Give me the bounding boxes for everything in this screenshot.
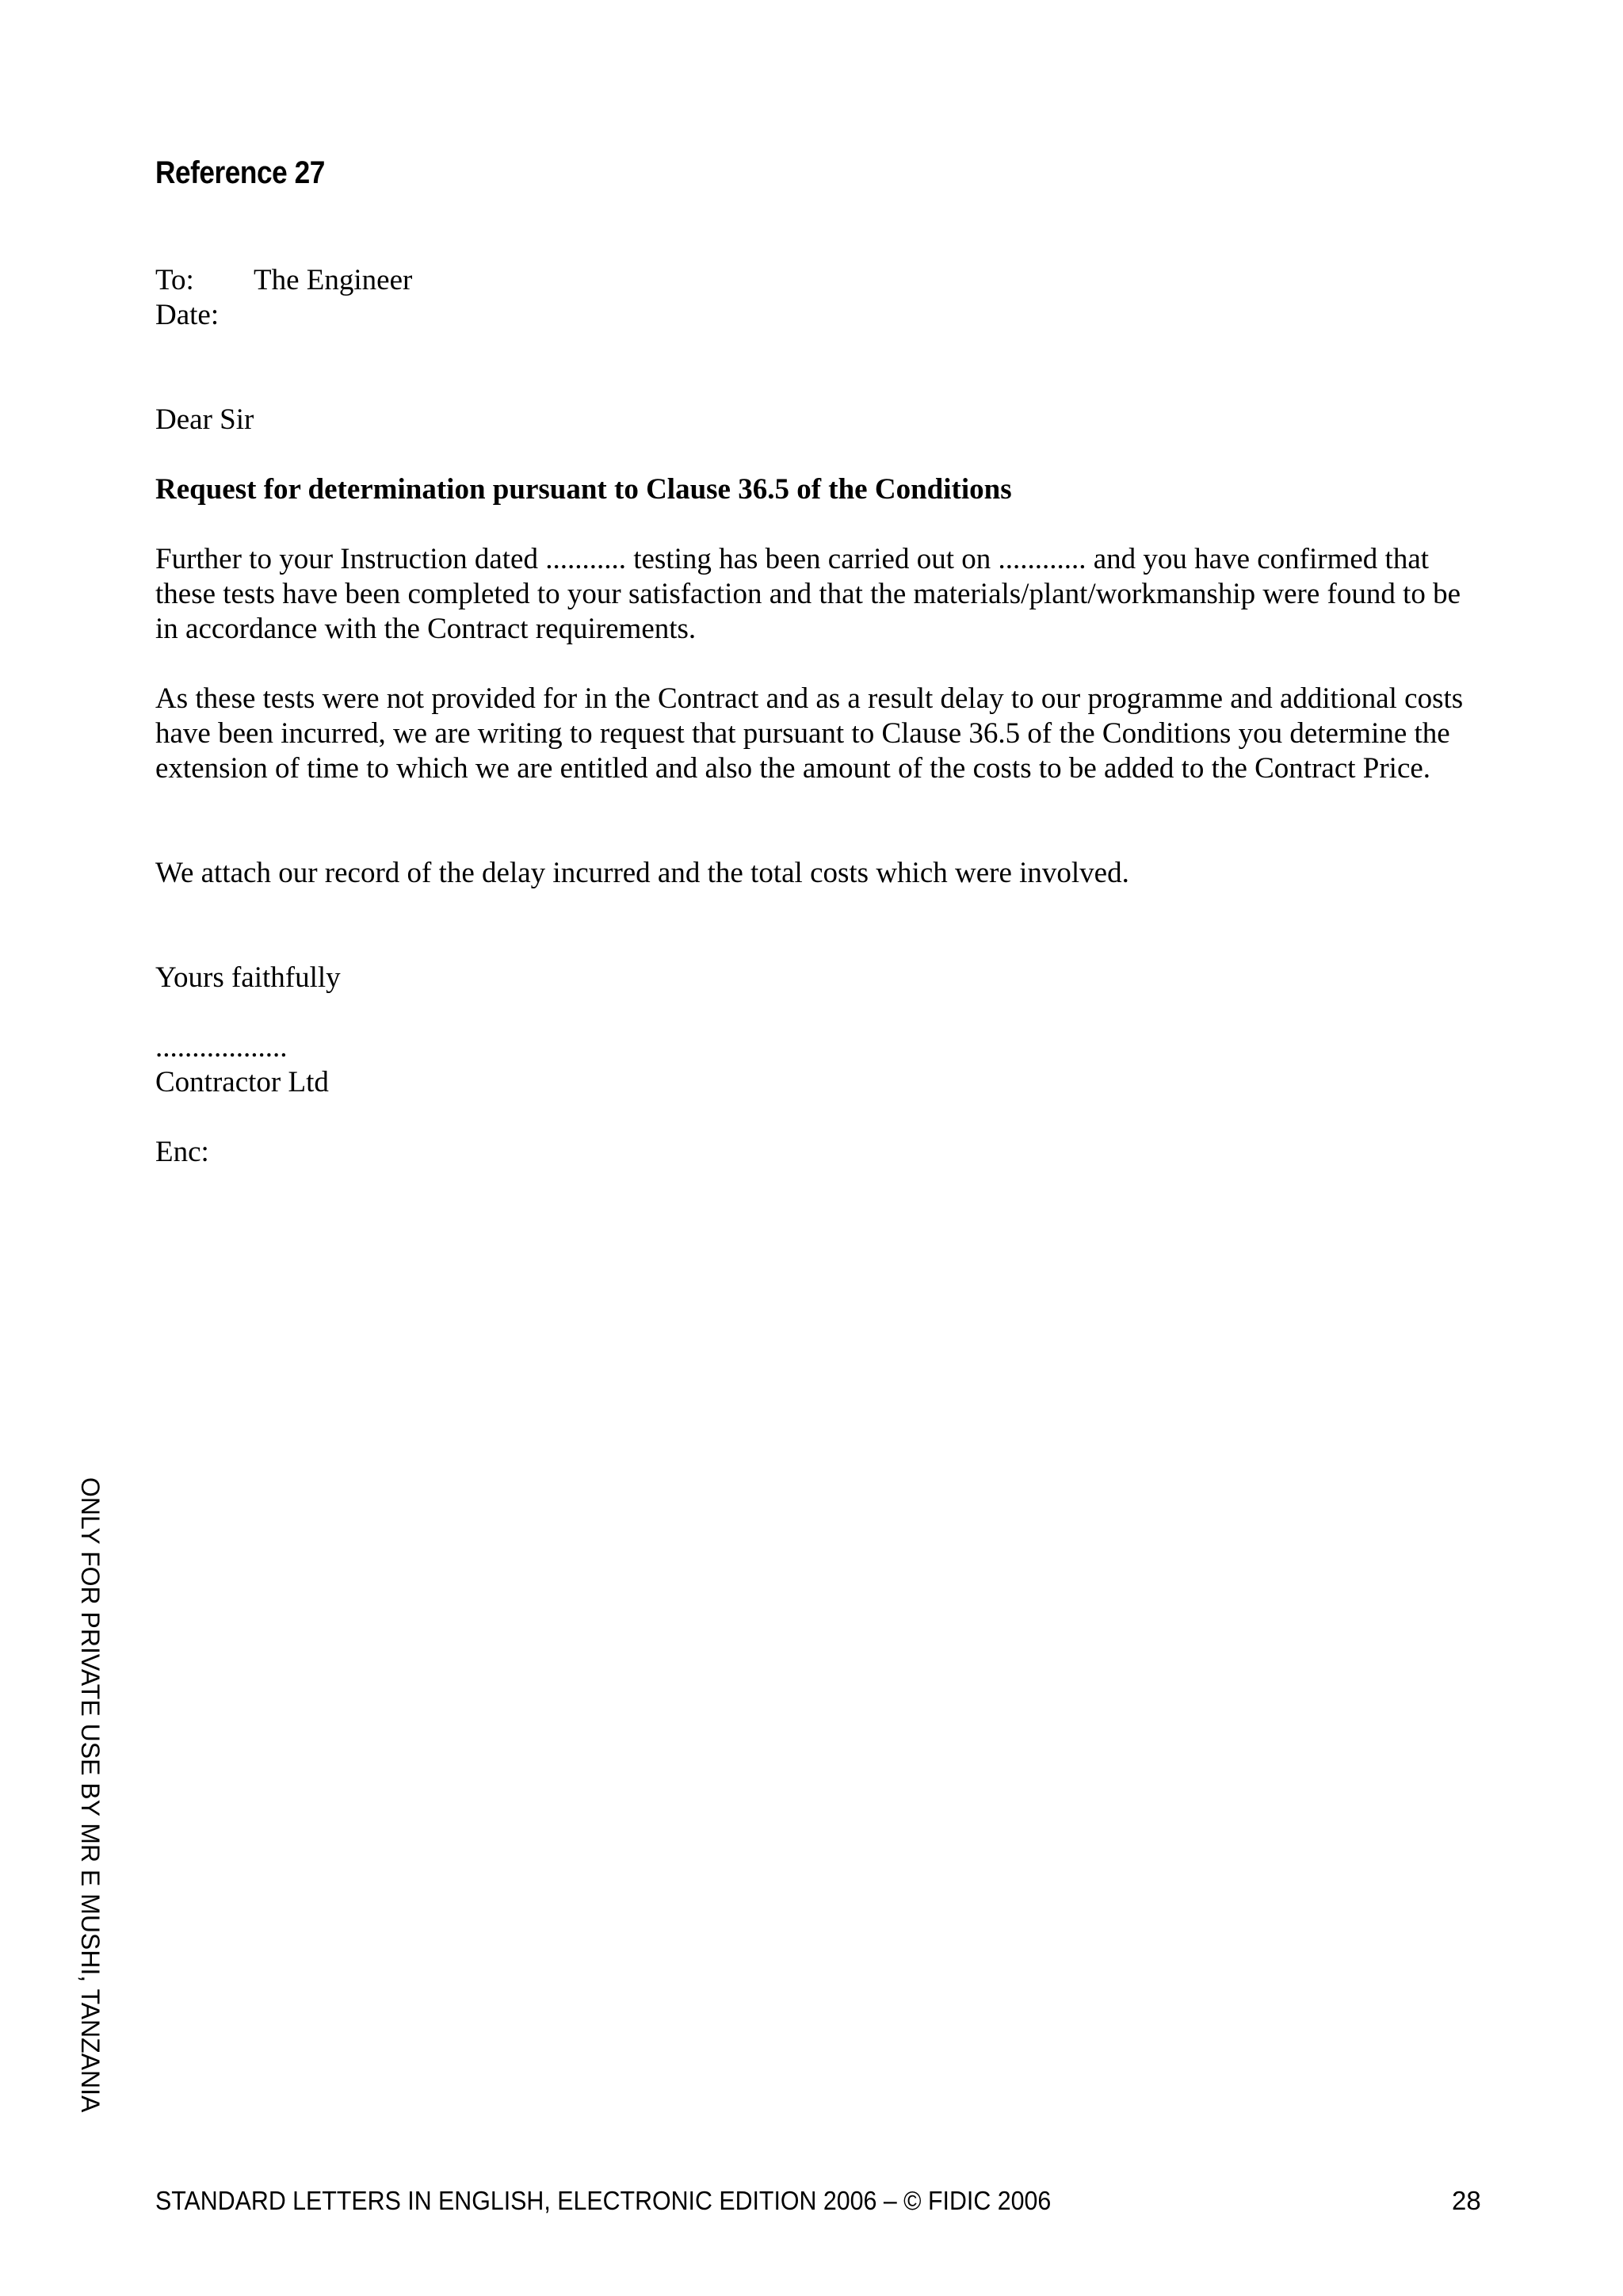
valediction: Yours faithfully xyxy=(155,961,341,994)
to-value: The Engineer xyxy=(254,264,413,296)
footer-publication: STANDARD LETTERS IN ENGLISH, ELECTRONIC EDITION 2006 – © FIDIC 2006 xyxy=(155,2186,1052,2215)
reference-heading: Reference 27 xyxy=(155,155,325,190)
enclosure-label: Enc: xyxy=(155,1136,209,1168)
to-line xyxy=(155,263,412,298)
date-line xyxy=(155,298,254,333)
body-paragraph-3: We attach our record of the delay incurred and the total costs which were involved. xyxy=(155,857,1129,889)
date-label: Date: xyxy=(155,299,220,331)
signature-line: .................. xyxy=(155,1031,288,1064)
private-use-watermark: ONLY FOR PRIVATE USE BY MR E MUSHI, TANZANIA xyxy=(76,1477,105,2113)
body-paragraph-1: Further to your Instruction dated ........... testing has been carried out on ............ and you have confirmed that these tests have been completed to your satisfaction and that the materials/plant/workmanship were found to be in accordance with the Contract requirements. xyxy=(155,543,1461,645)
to-label: To: xyxy=(155,264,194,296)
signatory: Contractor Ltd xyxy=(155,1066,329,1098)
subject-line: Request for determination pursuant to Clause 36.5 of the Conditions xyxy=(155,473,1012,506)
body-paragraph-2: As these tests were not provided for in the Contract and as a result delay to our programme and additional costs have been incurred, we are writing to request that pursuant to Clause 36.5 of the Conditions you determine the extension of time to which we are entitled and also the amount of the costs to be added to the Contract Price. xyxy=(155,682,1464,785)
salutation: Dear Sir xyxy=(155,403,254,436)
page-number: 28 xyxy=(1452,2186,1481,2215)
